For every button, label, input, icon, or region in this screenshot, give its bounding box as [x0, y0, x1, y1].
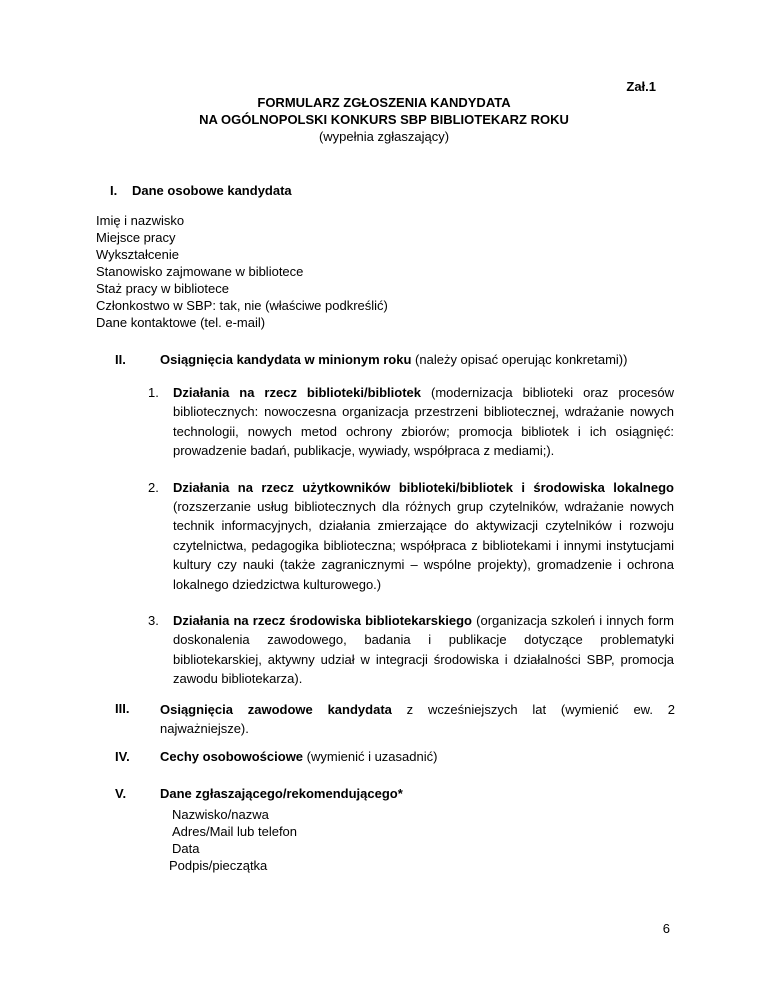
list-item-number: 1. [148, 385, 159, 400]
section-3-title: Osiągnięcia zawodowe kandydata [160, 702, 392, 717]
section-5 [115, 785, 675, 874]
section-4-text: (wymienić i uzasadnić) [306, 749, 438, 764]
field-name: Imię i nazwisko [96, 213, 185, 228]
field-position: Stanowisko zajmowane w bibliotece [96, 264, 304, 279]
field-contact: Dane kontaktowe (tel. e-mail) [96, 315, 266, 330]
page-number: 6 [662, 921, 670, 936]
list-item [148, 478, 674, 594]
section-5-title: Dane zgłaszającego/rekomendującego* [160, 786, 403, 801]
attachment-label: Zał.1 [626, 79, 656, 94]
section-2 [115, 351, 675, 368]
section-1-number: I. [110, 183, 118, 198]
form-title-line-2: NA OGÓLNOPOLSKI KONKURS SBP BIBLIOTEKARZ ROKU [199, 112, 569, 127]
list-item-title: Działania na rzecz użytkowników biblioteki/bibliotek i środowiska lokalnego [173, 479, 674, 495]
form-subtitle: (wypełnia zgłaszający) [318, 129, 450, 144]
list-item-number: 2. [148, 479, 159, 495]
section-3-text: z wcześniejszych lat (wymienić ew. 2 najważniejsze). [160, 702, 675, 736]
section-4 [115, 748, 675, 765]
list-item [148, 611, 674, 689]
list-item-text: (organizacja szkoleń i innych form doskonalenia zawodowego, badania i publikacje dotyczące problematyki bibliotekarskiej, aktywny udział w integracji środowiska i działalności SBP, promocja zawodu bibliotekarza). [173, 613, 675, 687]
section-1-heading [110, 182, 292, 199]
section-2-note: (należy opisać operując konkretami)) [415, 352, 628, 367]
section-2-number: II. [115, 352, 126, 367]
field-recommender-date: Data [172, 841, 200, 856]
field-recommender-signature: Podpis/pieczątka [169, 858, 268, 873]
section-3-number: III. [115, 701, 130, 716]
section-5-number: V. [115, 786, 127, 801]
list-item [148, 383, 674, 461]
list-item-text: (rozszerzanie usług bibliotecznych dla różnych grup czytelników, wdrażanie nowych technik informacyjnych, działania zmierzające do aktywizacji czytelników i rozwoju czytelnictwa, pedagogika biblioteczna; współpraca z bibliotekami i innymi instytucjami kultury czy nauki (także zagranicznymi – wspólne projekty), gromadzenie i ochrona lokalnego dziedzictwa kulturowego.) [173, 499, 674, 592]
achievements-list [148, 383, 674, 706]
recommender-fields [160, 806, 675, 874]
list-item-number: 3. [148, 613, 159, 629]
field-workplace: Miejsce pracy [96, 230, 176, 245]
form-header [0, 94, 768, 145]
section-2-title: Osiągnięcia kandydata w minionym roku [160, 352, 412, 367]
form-title-line-1: FORMULARZ ZGŁOSZENIA KANDYDATA [257, 95, 511, 110]
field-seniority: Staż pracy w bibliotece [96, 281, 229, 296]
field-recommender-address: Adres/Mail lub telefon [172, 824, 298, 839]
list-item-text: (modernizacja biblioteki oraz procesów bibliotecznych: nowoczesna organizacja przestrzeni bibliotecznej, wdrażanie nowych technologii, nowych metod ochrony zbiorów; promocja bibliotek i ich osiągnięć: prowadzenie badań, publikacje, wywiady, współpraca z mediami;). [173, 385, 674, 459]
field-education: Wykształcenie [96, 247, 179, 262]
field-recommender-name: Nazwisko/nazwa [172, 807, 269, 822]
candidate-fields [96, 212, 388, 331]
section-1-title: Dane osobowe kandydata [132, 183, 292, 198]
list-item-title: Działania na rzecz biblioteki/bibliotek [173, 385, 422, 400]
field-membership: Członkostwo w SBP: tak, nie (właściwe podkreślić) [96, 298, 388, 313]
section-4-title: Cechy osobowościowe [160, 749, 304, 764]
list-item-title: Działania na rzecz środowiska bibliotekarskiego [173, 613, 472, 629]
section-4-number: IV. [115, 749, 130, 764]
section-3 [115, 700, 675, 738]
